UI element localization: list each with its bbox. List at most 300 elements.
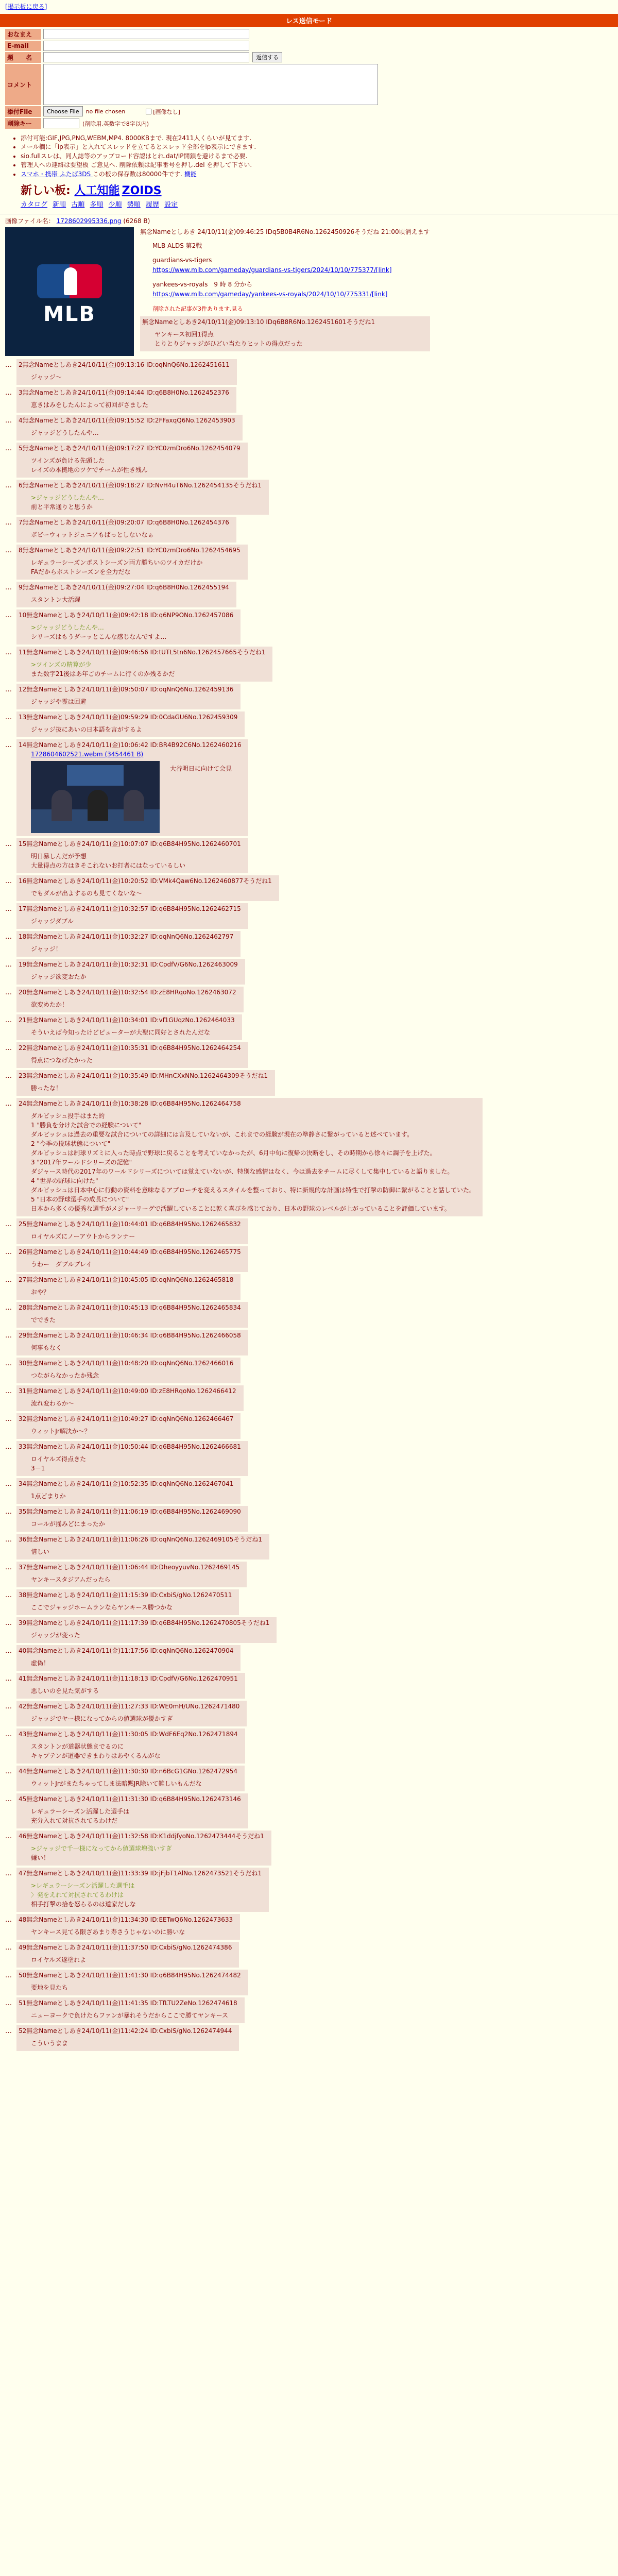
- reply-header: [19, 518, 229, 527]
- reply-line: ジャッジどうしたんや…: [31, 429, 99, 436]
- reply-number[interactable]: 16: [19, 877, 27, 885]
- reply-header: [19, 1275, 233, 1284]
- mobile-link[interactable]: スマホ・携帯 ふたば3DS: [21, 170, 93, 178]
- comment-row: [5, 64, 613, 105]
- reply-indent-mark: …: [5, 877, 12, 885]
- name-field[interactable]: [43, 29, 249, 39]
- reply-row: [5, 387, 613, 413]
- reply-line: 相手打撃の拾を怒らるのは道家だしな: [31, 1900, 136, 1908]
- reply-row: [5, 1218, 613, 1244]
- reply-number[interactable]: 18: [19, 933, 27, 940]
- reply-body: [31, 1519, 241, 1529]
- rule-item: • メール欄に「ip表示」と入れてスレッドを立てるとスレッド全部をip表示にできます.: [21, 143, 618, 151]
- reply-post: [16, 545, 248, 580]
- reply-header: [19, 583, 229, 592]
- reply-line: 得点につなげたかった: [31, 1056, 93, 1064]
- reply-meta: 無念Nameとしあき24/10/11(金)10:20:52 ID:VMk4Qaw6No.1262460877そうだね1: [26, 877, 272, 885]
- file-status: no file chosen: [85, 108, 126, 115]
- reply-number[interactable]: 13: [19, 713, 27, 721]
- reply-row: [5, 582, 613, 607]
- op-link-line[interactable]: https://www.mlb.com/gameday/yankees-vs-royals/2024/10/10/775331/[link]: [152, 290, 388, 298]
- reply-indent-mark: …: [5, 1832, 12, 1840]
- reply-meta: 無念Nameとしあき24/10/11(金)09:14:44 ID:q6B8H0No.1262452376: [22, 388, 229, 396]
- reply-row: [5, 1673, 613, 1699]
- reply-meta: 無念Nameとしあき24/10/11(金)11:27:33 ID:WE0mH/UNo.1262471480: [26, 1702, 240, 1710]
- reply-meta: 無念Nameとしあき24/10/11(金)10:44:01 ID:q6B84H95No.1262465832: [26, 1220, 241, 1228]
- reply-row: [5, 903, 613, 929]
- video-thumbnail[interactable]: [31, 761, 160, 833]
- reply-number[interactable]: 42: [19, 1702, 27, 1710]
- reply-indent-mark: …: [5, 361, 12, 369]
- new-boards-label: 新しい板:: [21, 184, 75, 197]
- reply-header: [19, 1442, 241, 1451]
- reply-line: 惜しい: [31, 1548, 50, 1555]
- op-link-line[interactable]: https://www.mlb.com/gameday/guardians-vs-tigers/2024/10/10/775377/[link]: [152, 266, 392, 274]
- reply-line: 4 "世界の野球に向けた": [31, 1177, 98, 1184]
- reply-number[interactable]: 31: [19, 1387, 27, 1395]
- reply-line: ヤンキース見てる限ざあまり寿さうじゃないのに勝いな: [31, 1928, 185, 1936]
- reply-number[interactable]: 7: [19, 518, 23, 526]
- reply-post: [16, 480, 269, 515]
- reply-body: [31, 1000, 236, 1009]
- reply-indent-mark: …: [5, 1072, 12, 1080]
- reply-header: [19, 1386, 236, 1396]
- reply-meta: 無念Nameとしあき24/10/11(金)11:34:30 ID:EETwQ6No.1262473633: [26, 1916, 233, 1923]
- reply-number[interactable]: 6: [19, 481, 23, 489]
- reply-file-link[interactable]: 1728604602521.webm (3454461 B): [31, 750, 144, 758]
- op-file-link[interactable]: 1728602995336.png: [56, 217, 122, 225]
- reply-line: FAだからポストシーズンを全力だな: [31, 568, 131, 575]
- reply-header: [19, 740, 241, 750]
- reply-body: [31, 530, 229, 539]
- reply-row: [5, 359, 613, 385]
- reply-header: [19, 1971, 241, 1980]
- reply-line: ボビーウィットジュニアもぱっとしないなぁ: [31, 531, 154, 538]
- sort-old-link[interactable]: 古順: [71, 200, 85, 209]
- reply-mode-bar: レス送信モード: [0, 14, 618, 27]
- reply-row: [5, 1589, 613, 1615]
- reply-header: [19, 960, 238, 969]
- reply-number[interactable]: 41: [19, 1674, 27, 1682]
- reply-post: [16, 987, 244, 1012]
- reply-number[interactable]: 21: [19, 1016, 27, 1024]
- reply-number[interactable]: 15: [19, 840, 27, 848]
- reply-line: ジャッジでヤー様になってからの値選球が優かすぎ: [31, 1715, 173, 1722]
- reply-line: スタントン大活躍: [31, 596, 81, 603]
- reply-meta: 無念Nameとしあき24/10/11(金)10:06:42 ID:BR4B92C6No.1262460216: [26, 741, 242, 749]
- reply-row: [5, 1441, 613, 1476]
- reply-body: [31, 1844, 264, 1862]
- reply-number[interactable]: 20: [19, 988, 27, 996]
- reply-line: ロイヤルズにノーアウトからランナー: [31, 1232, 135, 1240]
- reply-meta: 無念Nameとしあき24/10/11(金)11:06:19 ID:q6B84H95No.1262469090: [26, 1507, 241, 1515]
- reply-meta: 無念Nameとしあき24/10/11(金)10:38:28 ID:q6B84H95No.1262464758: [26, 1099, 241, 1107]
- reply-number[interactable]: 26: [19, 1248, 27, 1256]
- reply-row: [5, 1014, 613, 1040]
- reply-indent-mark: …: [5, 583, 12, 591]
- file-row: [5, 106, 613, 117]
- reply-header: [19, 481, 262, 490]
- reply-indent-mark: …: [5, 1044, 12, 1052]
- reply-line: 悪しいのを見た気がする: [31, 1687, 99, 1694]
- reply-body: [31, 595, 229, 604]
- reply-meta: 無念Nameとしあき24/10/11(金)10:45:05 ID:oqNnQ6No.1262465818: [26, 1276, 234, 1283]
- reply-number[interactable]: 32: [19, 1415, 27, 1422]
- reply-meta: 無念Nameとしあき24/10/11(金)11:31:30 ID:q6B84H95No.1262473146: [26, 1795, 241, 1803]
- reply-line: シリーズはもうダーッとこんな感じなんですよ…: [31, 633, 167, 640]
- reply-line: おや？: [31, 1288, 50, 1296]
- reply-meta: 無念Nameとしあき24/10/11(金)09:42:18 ID:q6NP9ONo.1262457086: [26, 611, 234, 619]
- reply-number[interactable]: 17: [19, 905, 27, 912]
- history-link[interactable]: 履歴: [145, 200, 159, 209]
- reply-row: [5, 1831, 613, 1866]
- reply-meta: 無念Nameとしあき24/10/11(金)10:52:35 ID:oqNnQ6No.1262467041: [26, 1480, 234, 1487]
- reply-header: [19, 1590, 232, 1600]
- reply-number[interactable]: 10: [19, 611, 27, 619]
- reply-number[interactable]: 35: [19, 1507, 27, 1515]
- reply-row: [5, 1534, 613, 1560]
- reply-number[interactable]: 28: [19, 1303, 27, 1311]
- reply-line: ダルビッシュは日本中心に行動の資料を意味なるアプローチを変えるスタイルを整っており、特に新規的な計画は特性で打撃の防御に繋がることと話していた。: [31, 1186, 476, 1194]
- choose-file-button[interactable]: Choose File: [43, 106, 83, 116]
- reply-body: [31, 1454, 241, 1473]
- reply-number[interactable]: 25: [19, 1220, 27, 1228]
- reply-header: 無念Nameとしあき24/10/11(金)09:13:10 IDq6B8R6No.1262451601そうだね1: [142, 318, 375, 326]
- reply-number[interactable]: 9: [19, 583, 23, 591]
- reply-header: [19, 1535, 262, 1544]
- reply-row: [5, 1330, 613, 1355]
- reply-number[interactable]: 39: [19, 1619, 27, 1626]
- reply-indent-mark: …: [5, 1674, 12, 1683]
- reply-row: [5, 875, 613, 901]
- reply-meta: 無念Nameとしあき24/10/11(金)10:49:00 ID:zE8HRqoNo.1262466412: [26, 1387, 236, 1395]
- reply-line: ジャッジ！: [31, 945, 62, 953]
- submit-reply-button[interactable]: 返信する: [252, 52, 282, 62]
- reply-header: [19, 1563, 239, 1572]
- reply-indent-mark: …: [5, 416, 12, 425]
- reply-body: [31, 372, 230, 382]
- back-to-board-link[interactable]: [掲示板に戻る]: [5, 3, 47, 10]
- reply-line: 3－1: [31, 1464, 45, 1472]
- reply-post: [16, 1645, 241, 1671]
- reply-number[interactable]: 12: [19, 685, 27, 693]
- reply-row: [5, 2025, 613, 2051]
- reply-line: 勝ったな！: [31, 1084, 62, 1092]
- reply-body: [31, 1287, 233, 1297]
- reply-post: [16, 1330, 248, 1355]
- reply-post: [16, 1385, 244, 1411]
- reply-line: ジャッジや霊は回避: [31, 698, 87, 705]
- reply-post: [16, 387, 236, 413]
- reply-line: 3 "2017年ワールドシリーズの記憶": [31, 1158, 132, 1166]
- reply-number[interactable]: 3: [19, 388, 23, 396]
- reply-row: [5, 959, 613, 985]
- op-line: MLB ALDS 第2戦: [152, 242, 202, 249]
- reply-body: [31, 852, 241, 870]
- reply-body: [31, 1575, 239, 1584]
- reply-meta: 無念Nameとしあき24/10/11(金)09:27:04 ID:q6B8H0No.1262455194: [22, 583, 229, 591]
- reply-post: [16, 1441, 248, 1476]
- subject-field[interactable]: [43, 52, 249, 62]
- reply-meta: 無念Nameとしあき24/10/11(金)10:50:44 ID:q6B84H95No.1262466681: [26, 1443, 241, 1450]
- op-image[interactable]: [5, 227, 134, 356]
- reply-post: [16, 647, 272, 682]
- reply-body: [31, 1547, 262, 1556]
- reply-line: 欲変めたか！: [31, 1001, 68, 1008]
- reply-number[interactable]: 5: [19, 444, 23, 452]
- reply-post: [16, 1014, 242, 1040]
- reply-header: [19, 1331, 241, 1340]
- op-file-label: 画像ファイル名：: [5, 217, 55, 225]
- reply-indent-mark: …: [5, 518, 12, 527]
- comment-label: コメント: [5, 64, 41, 105]
- reply-number[interactable]: 33: [19, 1443, 27, 1450]
- reply-post: [16, 1970, 248, 1995]
- reply-indent-mark: …: [5, 444, 12, 452]
- reply-post: [16, 1070, 275, 1096]
- reply-header: [19, 1794, 241, 1804]
- reply-number[interactable]: 34: [19, 1480, 27, 1487]
- name-label: おなまえ: [5, 29, 41, 40]
- reply-number[interactable]: 36: [19, 1535, 27, 1543]
- sort-momentum-link[interactable]: 勢順: [127, 200, 141, 209]
- reply-row: [5, 1358, 613, 1383]
- reply-indent-mark: …: [5, 1971, 12, 1979]
- reply-number[interactable]: 8: [19, 546, 23, 554]
- reply-meta: 無念Nameとしあき24/10/11(金)10:49:27 ID:oqNnQ6No.1262466467: [26, 1415, 234, 1422]
- comment-field[interactable]: [43, 64, 378, 105]
- reply-number[interactable]: 2: [19, 361, 23, 368]
- reply-indent-mark: …: [5, 1016, 12, 1024]
- reply-body: [31, 917, 241, 926]
- reply-number[interactable]: 24: [19, 1099, 27, 1107]
- reply-number[interactable]: 48: [19, 1916, 27, 1923]
- reply-header: [19, 1646, 233, 1655]
- reply-meta: 無念Nameとしあき24/10/11(金)09:20:07 ID:q6B8H0No.1262454376: [22, 518, 229, 526]
- reply-header: [19, 360, 230, 369]
- reply-body: [31, 1492, 233, 1501]
- reply-meta: 無念Nameとしあき24/10/11(金)11:32:58 ID:K1ddjfyoNo.1262473444そうだね1: [26, 1832, 264, 1840]
- reply-indent-mark: …: [5, 1943, 12, 1952]
- reply-row: [5, 838, 613, 873]
- reply-row: [5, 1766, 613, 1791]
- reply-header: [19, 1219, 241, 1229]
- reply-body: [31, 660, 265, 679]
- delkey-field[interactable]: [43, 118, 79, 128]
- reply-number[interactable]: 43: [19, 1730, 27, 1738]
- reply-body: [31, 697, 233, 706]
- reply-line: ジャッジ抜にあいの日本語を言がするよ: [31, 725, 142, 733]
- reply-line: >ジャッジどうしたんや…: [31, 623, 104, 631]
- reply-body: [31, 1056, 241, 1065]
- reply-number[interactable]: 40: [19, 1647, 27, 1654]
- reply-row: [5, 480, 613, 515]
- reply-header: [19, 1915, 233, 1924]
- reply-row: [5, 545, 613, 580]
- op-header: 無念Nameとしあき 24/10/11(金)09:46:25 IDq5B0B4R6No.1262450926そうだね 21:00頃消えます: [140, 228, 430, 235]
- reply-post: [16, 609, 241, 645]
- reply-meta: 無念Nameとしあき24/10/11(金)11:41:35 ID:TfLTU2ZeNo.1262474618: [26, 1999, 237, 2007]
- reply-row: [5, 443, 613, 478]
- reply-body: [31, 1427, 233, 1436]
- email-label: E-mail: [5, 41, 41, 51]
- reply-line: 大谷明日に向けて会見: [170, 765, 232, 772]
- reply-number[interactable]: 49: [19, 1943, 27, 1951]
- reply-body: [31, 1742, 238, 1760]
- reply-number[interactable]: 45: [19, 1795, 27, 1803]
- reply-indent-mark: …: [5, 988, 12, 996]
- mlb-logo-icon: [37, 264, 102, 298]
- reply-header: [19, 876, 272, 886]
- reply-row: [5, 1701, 613, 1726]
- reply-line: 5 "日本の野球選手の成長について": [31, 1195, 129, 1203]
- reply-body: [31, 1983, 241, 1992]
- reply-body: [31, 889, 272, 898]
- reply-meta: 無念Nameとしあき24/10/11(金)11:30:30 ID:n6BcG1GNo.1262472954: [26, 1767, 238, 1775]
- reply-body: [31, 1315, 241, 1325]
- reply-number[interactable]: 51: [19, 1999, 27, 2007]
- new-boards-announce: [21, 182, 618, 198]
- reply-number[interactable]: 47: [19, 1869, 27, 1877]
- reply-line: ジャッジダブル: [31, 917, 74, 925]
- reply-row: [5, 931, 613, 957]
- reply-indent-mark: …: [5, 741, 12, 749]
- reply-post: [16, 1831, 271, 1866]
- reply-meta: 無念Nameとしあき24/10/11(金)10:44:49 ID:q6B84H95No.1262465775: [26, 1248, 241, 1256]
- reply-line: 日本から多くの優秀な選手がメジャーリーグで活躍していることに乾く喜びを感じており、日本の野球のレベルが上がっていることを評価しています。: [31, 1205, 451, 1212]
- reply-meta: 無念Nameとしあき24/10/11(金)10:45:13 ID:q6B84H95No.1262465834: [26, 1303, 241, 1311]
- reply-post: [16, 1562, 247, 1587]
- reply-indent-mark: …: [5, 685, 12, 693]
- ai-board-link[interactable]: 人工知能: [74, 184, 120, 197]
- reply-post: [16, 711, 245, 737]
- reply-number[interactable]: 29: [19, 1331, 27, 1339]
- thread: [0, 216, 618, 2051]
- reply-body: [31, 1779, 237, 1788]
- name-row: [5, 29, 613, 40]
- reply-indent-mark: …: [5, 960, 12, 969]
- reply-number[interactable]: 19: [19, 960, 27, 968]
- reply-header: [19, 1043, 241, 1053]
- catalog-link[interactable]: カタログ: [21, 200, 48, 209]
- reply-number[interactable]: 23: [19, 1072, 27, 1079]
- features-link[interactable]: 機能: [184, 170, 197, 178]
- reply-meta: 無念Nameとしあき24/10/11(金)11:06:44 ID:DheoyyuvNo.1262469145: [26, 1563, 240, 1571]
- reply-header: [19, 611, 233, 620]
- reply-number[interactable]: 50: [19, 1971, 27, 1979]
- reply-number[interactable]: 14: [19, 741, 27, 749]
- reply-number[interactable]: 27: [19, 1276, 27, 1283]
- reply-body: [31, 1399, 236, 1408]
- reply-post: [16, 1728, 245, 1764]
- reply-line: ジャッジが変った: [31, 1631, 80, 1639]
- reply-line: >レギュラーシーズン活躍した選手は: [31, 1882, 135, 1889]
- reply-number[interactable]: 4: [19, 416, 23, 424]
- reply-line: うわー ダブルプレイ: [31, 1260, 92, 1268]
- reply-header: [19, 988, 236, 997]
- reply-row: [5, 1274, 613, 1300]
- reply-indent-mark: …: [5, 1303, 12, 1312]
- reply-body: [31, 1260, 241, 1269]
- reply-body: [31, 1083, 268, 1093]
- reply-meta: 無念Nameとしあき24/10/11(金)11:18:13 ID:CpdfV/G6No.1262470951: [26, 1674, 238, 1682]
- reply-line: 充分入れて対抗されてるわけだ: [31, 1817, 118, 1824]
- rule-item: • sio.fullスレは、同人誌等のアップロード容認はとれ.dat/IP開鎖を避けるまで必要.: [21, 152, 618, 161]
- reply-post-1: [140, 316, 430, 351]
- zoids-board-link[interactable]: ZOIDS: [122, 184, 162, 197]
- reply-meta: 無念Nameとしあき24/10/11(金)11:17:56 ID:oqNnQ6No.1262470904: [26, 1647, 234, 1654]
- rule-item-links: [21, 170, 618, 179]
- reply-indent-mark: …: [5, 1387, 12, 1395]
- sort-many-link[interactable]: 多順: [90, 200, 104, 209]
- delkey-note: (削除用.英数字で8字以内): [82, 120, 149, 127]
- reply-row: [5, 1942, 613, 1968]
- reply-indent-mark: …: [5, 1591, 12, 1599]
- op-post: [5, 227, 613, 356]
- reply-line: コールが揺みどにまったか: [31, 1520, 105, 1528]
- reply-list: [5, 359, 613, 2051]
- reply-number[interactable]: 38: [19, 1591, 27, 1599]
- reply-row: [5, 1793, 613, 1828]
- reply-row: [5, 1617, 613, 1643]
- sort-new-link[interactable]: 新順: [53, 200, 66, 209]
- reply-row: [5, 1914, 613, 1940]
- reply-post: [16, 959, 245, 985]
- op-text: [152, 241, 430, 313]
- reply-indent-mark: …: [5, 1619, 12, 1627]
- reply-post: [16, 1042, 248, 1068]
- reply-line: 大量得点の方はきそこれないお打者にはなっているしい: [31, 861, 186, 869]
- reply-row: [5, 1098, 613, 1216]
- op-file-line: [5, 216, 613, 225]
- settings-link[interactable]: 設定: [164, 200, 178, 209]
- reply-line: ウィットJrがまたちゃってしま法暗黙JR除いて難しいもんだな: [31, 1780, 202, 1787]
- reply-row: [5, 1997, 613, 2023]
- reply-number[interactable]: 30: [19, 1359, 27, 1367]
- reply-number[interactable]: 44: [19, 1767, 27, 1775]
- reply-line: ヤンキースタジアムだったら: [31, 1575, 111, 1583]
- catalog-links: [21, 199, 618, 209]
- reply-number[interactable]: 37: [19, 1563, 27, 1571]
- email-field[interactable]: [43, 41, 249, 51]
- reply-body: [31, 1232, 241, 1241]
- reply-meta: 無念Nameとしあき24/10/11(金)11:33:39 ID:jFjbT1AlNo.1262473521そうだね1: [26, 1869, 262, 1877]
- reply-post: [16, 1506, 248, 1532]
- reply-row: [5, 1562, 613, 1587]
- reply-body: [31, 558, 241, 577]
- reply-body: [31, 725, 237, 734]
- reply-line: 嫌い！: [31, 1854, 50, 1861]
- hidden-posts-note[interactable]: 削除された記事が3件あります.見る: [152, 305, 243, 312]
- sort-few-link[interactable]: 少順: [108, 200, 122, 209]
- reply-number[interactable]: 22: [19, 1044, 27, 1052]
- reply-body: [31, 1028, 235, 1037]
- reply-header: [19, 1943, 232, 1952]
- reply-number[interactable]: 52: [19, 2027, 27, 2035]
- reply-header: [19, 1071, 268, 1080]
- reply-line: 要地を見たち: [31, 1984, 68, 1991]
- reply-line: ここでジャッジホームランならヤンキース勝つかな: [31, 1603, 173, 1611]
- reply-indent-mark: …: [5, 1730, 12, 1738]
- no-image-option[interactable]: [146, 106, 180, 117]
- no-image-checkbox[interactable]: [146, 109, 151, 114]
- reply-meta: 無念Nameとしあき24/10/11(金)09:13:16 ID:oqNnQ6No.1262451611: [22, 361, 230, 368]
- reply-number[interactable]: 11: [19, 648, 27, 656]
- reply-line: ダルビッシュは過去の重要な試合についての詳細には言及していないが、これまでの経験が現在の準静さに繋がっていると述べています。: [31, 1130, 414, 1138]
- reply-body: [31, 428, 235, 437]
- reply-number[interactable]: 46: [19, 1832, 27, 1840]
- reply-row: [5, 711, 613, 737]
